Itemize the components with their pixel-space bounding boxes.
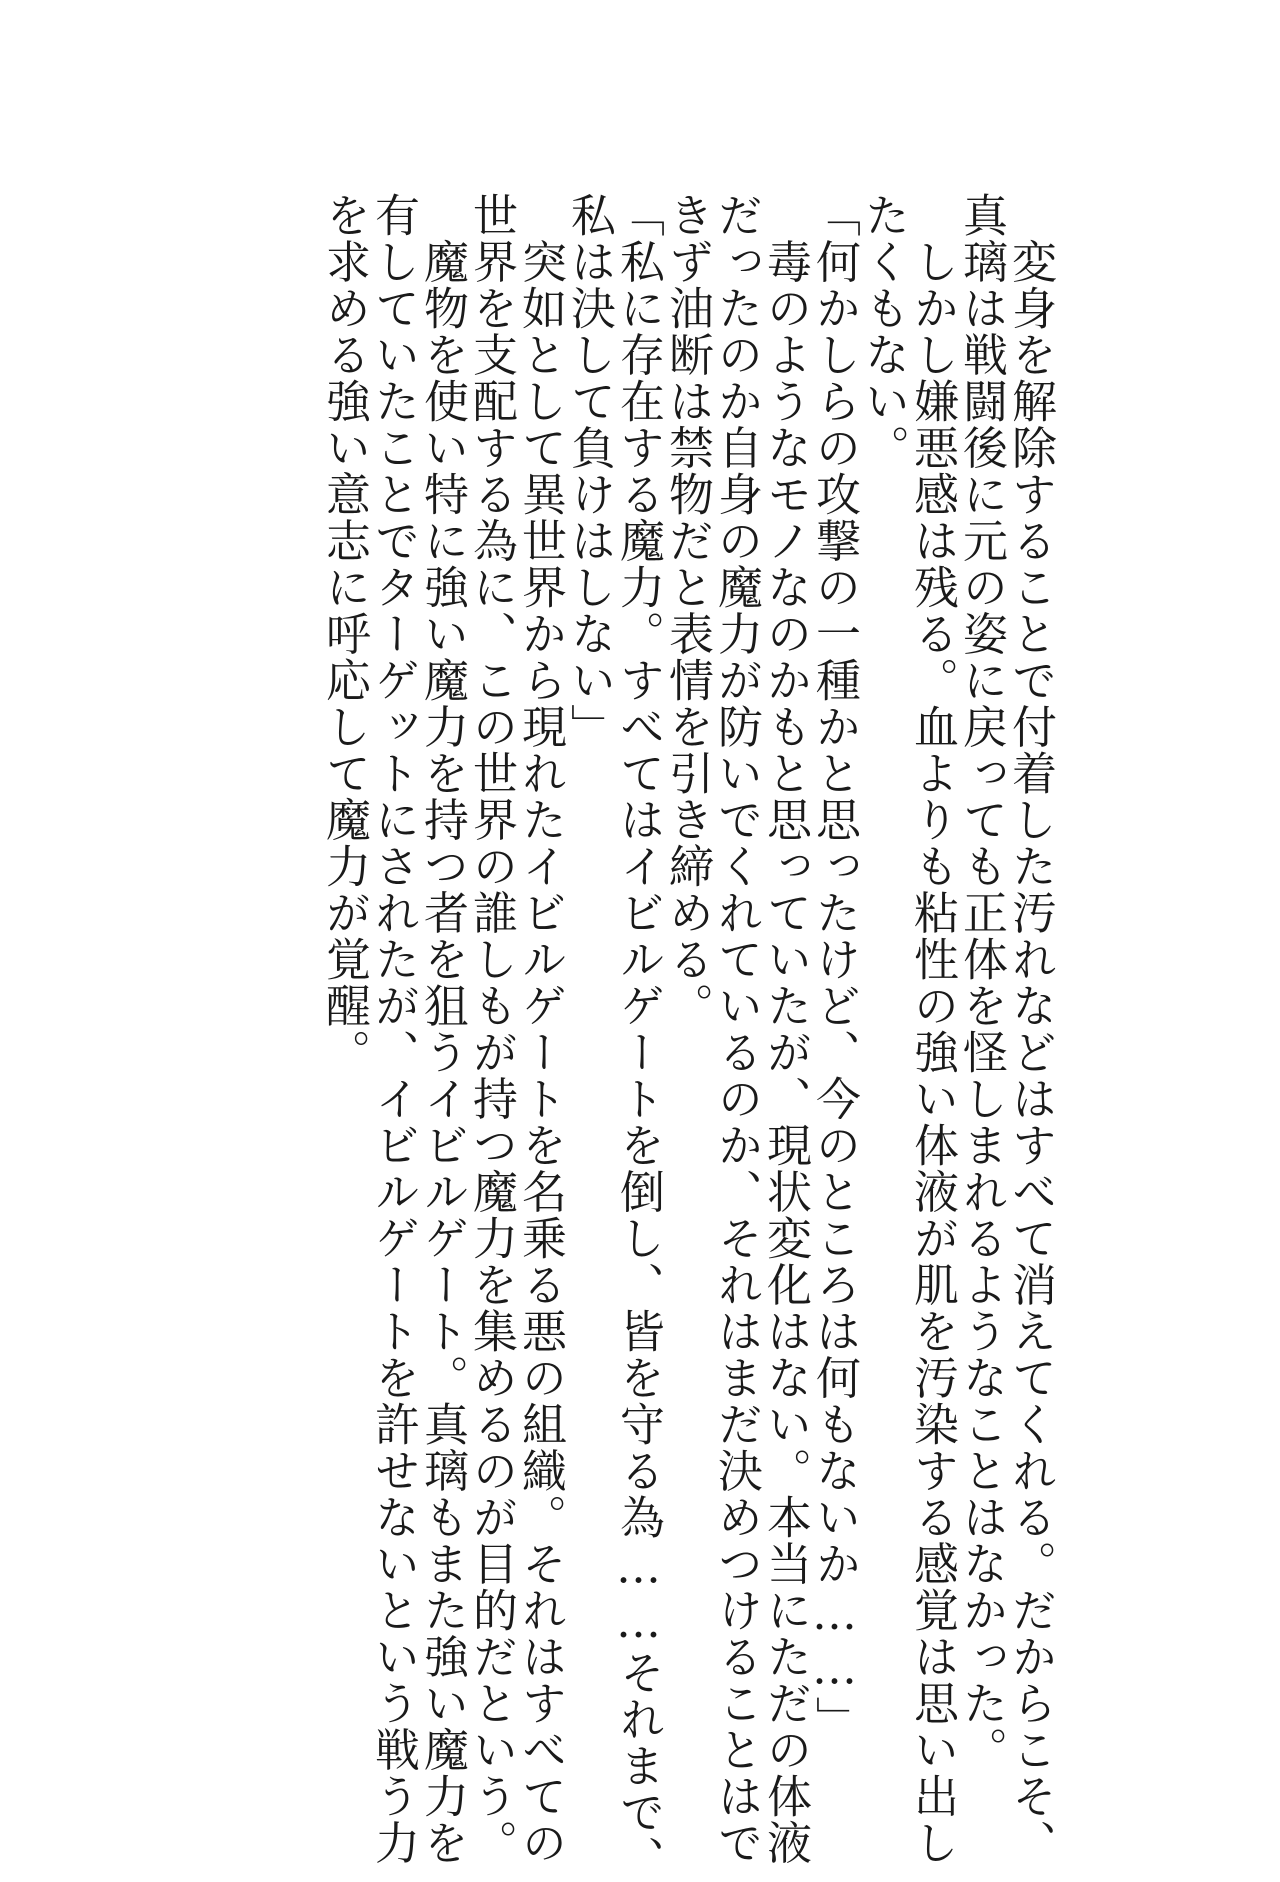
text-column: 毒のようなモノなのかもと思っていたが、現状変化はない。本当にただの体液 (759, 192, 812, 1866)
text-column: を求める強い意志に呼応して魔力が覚醒。 (318, 192, 371, 1076)
text-column: きず油断は禁物だと表情を引き締める。 (661, 192, 714, 1029)
text-column: たくもない。 (857, 192, 910, 471)
text-column: 「私に存在する魔力。すべてはイビルゲートを倒し、皆を守る為……それまで、 (612, 192, 665, 1882)
text-column: だったのか自身の魔力が防いでくれているのか、それはまだ決めつけることはで (710, 192, 763, 1866)
text-column: 魔物を使い特に強い魔力を持つ者を狙うイビルゲート。真璃もまた強い魔力を (416, 192, 469, 1866)
text-column: しかし嫌悪感は残る。血よりも粘性の強い体液が肌を汚染する感覚は思い出し (906, 192, 959, 1866)
text-column: 私は決して負けはしない」 (563, 192, 616, 750)
text-column: 真璃は戦闘後に元の姿に戻っても正体を怪しまれるようなことはなかった。 (955, 192, 1008, 1773)
text-column: 「何かしらの攻撃の一種かと思ったけど、今のところは何もないか……」 (808, 192, 861, 1743)
text-column: 世界を支配する為に、この世界の誰しもが持つ魔力を集めるのが目的だという。 (465, 192, 518, 1866)
text-column: 有していたことでターゲットにされたが、イビルゲートを許せないという戦う力 (367, 192, 420, 1866)
text-column: 変身を解除することで付着した汚れなどはすべて消えてくれる。だからこそ、 (1004, 192, 1057, 1866)
text-column: 突如として異世界から現れたイビルゲートを名乗る悪の組織。それはすべての (514, 192, 567, 1866)
